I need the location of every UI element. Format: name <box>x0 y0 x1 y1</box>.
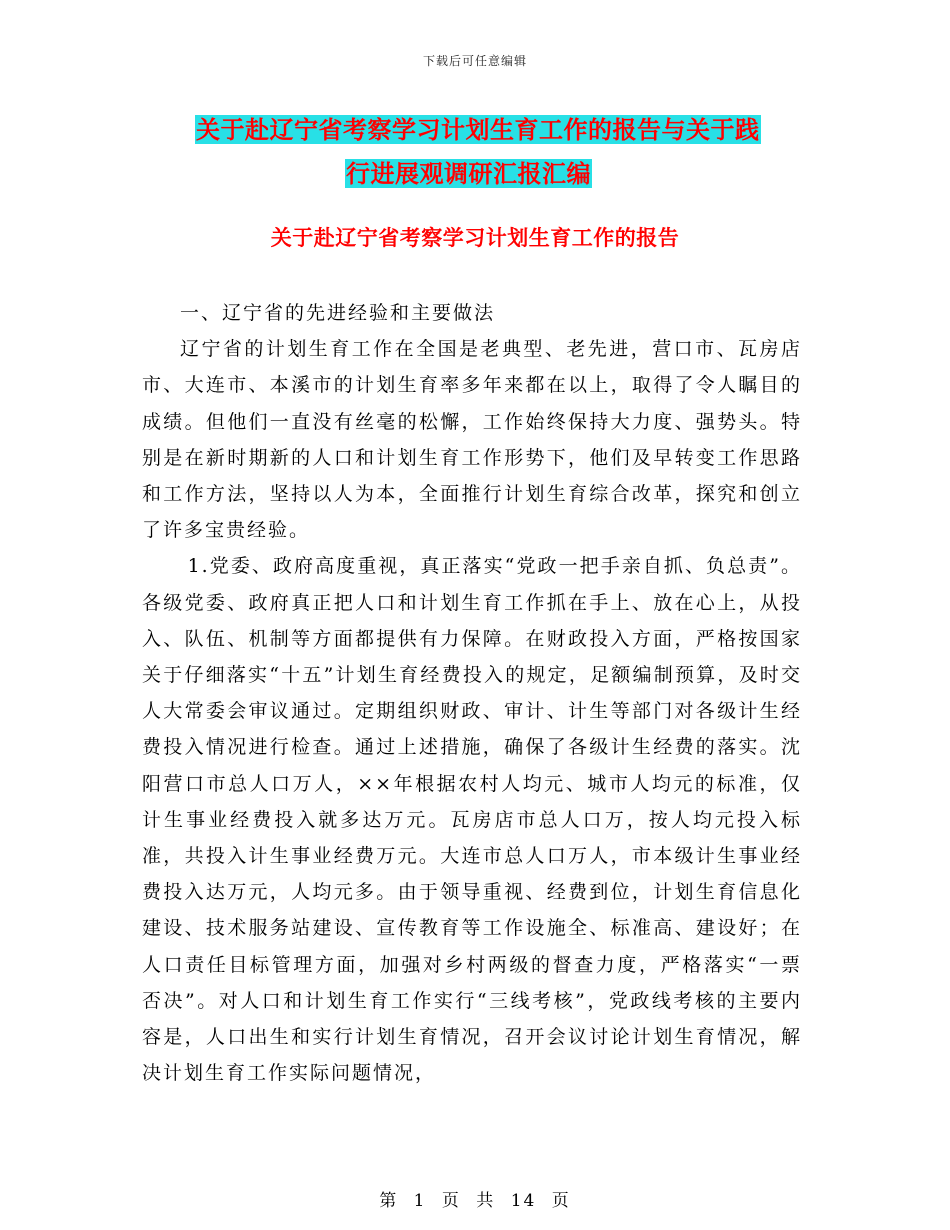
document-title-text-2: 行进展观调研汇报汇编 <box>346 159 591 188</box>
document-body <box>142 295 802 1091</box>
footer-page-number: 1 <box>413 1191 427 1211</box>
document-title-line-2 <box>345 156 950 192</box>
body-paragraph-2: 1.党委、政府高度重视，真正落实“党政一把手亲自抓、负总责”。各级党委、政府真正把人口和计划生育工作抓在手上、放在心上，从投入、队伍、机制等方面都提供有力保障。在财政投入方面，严格按国家关于仔细落实“十五”计划生育经费投入的规定，足额编制预算，及时交人大常委会审议通过。定期组织财政、审计、计生等部门对各级计生经费投入情况进行检查。通过上述措施，确保了各级计生经费的落实。沈阳营口市总人口万人，××年根据农村人均元、城市人均元的标准，仅计生事业经费投入就多达万元。瓦房店市总人口万，按人均元投入标准，共投入计生事业经费万元。大连市总人口万人，市本级计生事业经费投入达万元，人均元多。由于领导重视、经费到位，计划生育信息化建设、技术服务站建设、宣传教育等工作设施全、标准高、建设好；在人口责任目标管理方面，加强对乡村两级的督查力度，严格落实“一票否决”。对人口和计划生育工作实行“三线考核”，党政线考核的主要内容是，人口出生和实行计划生育情况，召开会议讨论计划生育情况，解决计划生育工作实际问题情况， <box>142 555 802 1085</box>
footer-total-pages: 14 <box>510 1191 537 1211</box>
page-footer <box>0 1186 950 1211</box>
footer-total-prefix: 共 <box>476 1191 496 1211</box>
section-title: 关于赴辽宁省考察学习计划生育工作的报告 <box>270 225 680 250</box>
footer-page-suffix: 页 <box>551 1191 571 1211</box>
header-note: 下载后可任意编辑 <box>422 54 527 68</box>
footer-page-prefix: 第 <box>379 1191 399 1211</box>
section-heading: 一、辽宁省的先进经验和主要做法 <box>180 302 496 324</box>
document-title-line-1 <box>195 112 865 148</box>
footer-page-mid: 页 <box>441 1191 461 1211</box>
document-title-text-1: 关于赴辽宁省考察学习计划生育工作的报告与关于践 <box>196 115 760 144</box>
body-paragraph-1: 辽宁省的计划生育工作在全国是老典型、老先进，营口市、瓦房店市、大连市、本溪市的计划生育率多年来都在以上，取得了令人瞩目的成绩。但他们一直没有丝毫的松懈，工作始终保持大力度、强势头。特别是在新时期新的人口和计划生育工作形势下，他们及早转变工作思路和工作方法，坚持以人为本，全面推行计划生育综合改革，探究和创立了许多宝贵经验。 <box>142 338 802 542</box>
